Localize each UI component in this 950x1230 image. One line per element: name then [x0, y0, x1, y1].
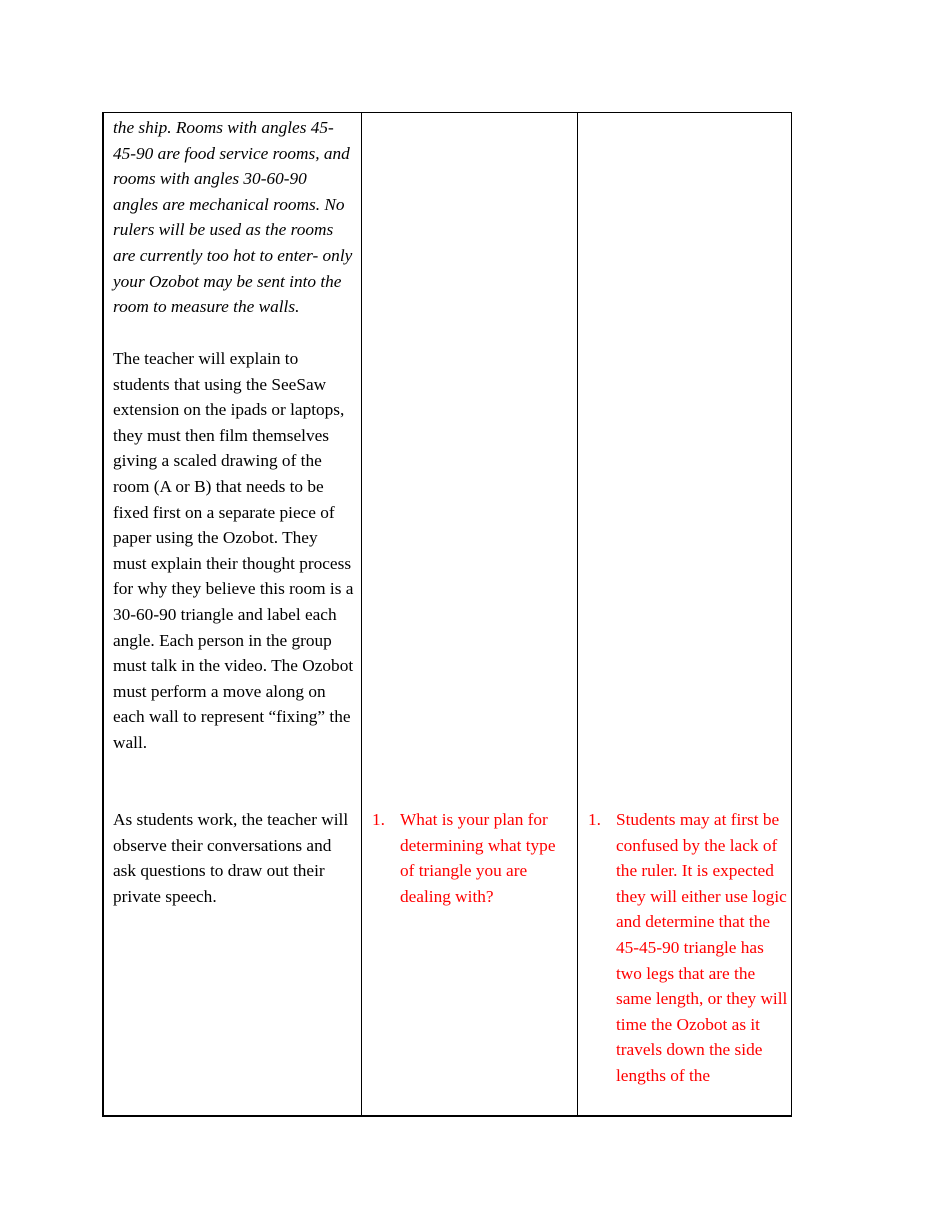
lesson-plan-table [102, 112, 792, 1117]
question-text: What is your plan for determining what type of triangle you are dealing with? [400, 810, 556, 906]
teacher-observation-text: As students work, the teacher will observe their conversations and ask questions to draw out their private speech. [113, 810, 349, 906]
list-item [372, 807, 572, 909]
questions-list [372, 807, 572, 909]
teacher-actions-column [104, 113, 362, 1115]
teacher-instructions-text: The teacher will explain to students that using the SeeSaw extension on the ipads or laptops, they must then film themselves giving a scaled drawing of the room (A or B) that needs to be fixed first on a separate piece of paper using the Ozobot. They must explain their thought process for why they believe this room is a 30-60-90 triangle and label each angle. Each person in the group must talk in the video. The Ozobot must perform a move along on each wall to represent “fixing” the wall. [113, 349, 354, 752]
response-text: Students may at first be confused by the lack of the ruler. It is expected they will either use logic and determine that the 45-45-90 triangle has two legs that are the same length, or they will time the Ozobot as it travels down the side lengths of the [616, 810, 788, 1085]
list-item [588, 807, 788, 1089]
responses-list [588, 807, 788, 1089]
scenario-text: the ship. Rooms with angles 45-45-90 are food service rooms, and rooms with angles 30-60-90 angles are mechanical rooms. No rulers will be used as the rooms are currently too hot to enter- only your Ozobot may be sent into the room to measure the walls. [113, 118, 353, 317]
list-number: 1. [588, 810, 601, 829]
list-number: 1. [372, 810, 385, 829]
student-responses-column [578, 113, 792, 1115]
questions-column [362, 113, 578, 1115]
